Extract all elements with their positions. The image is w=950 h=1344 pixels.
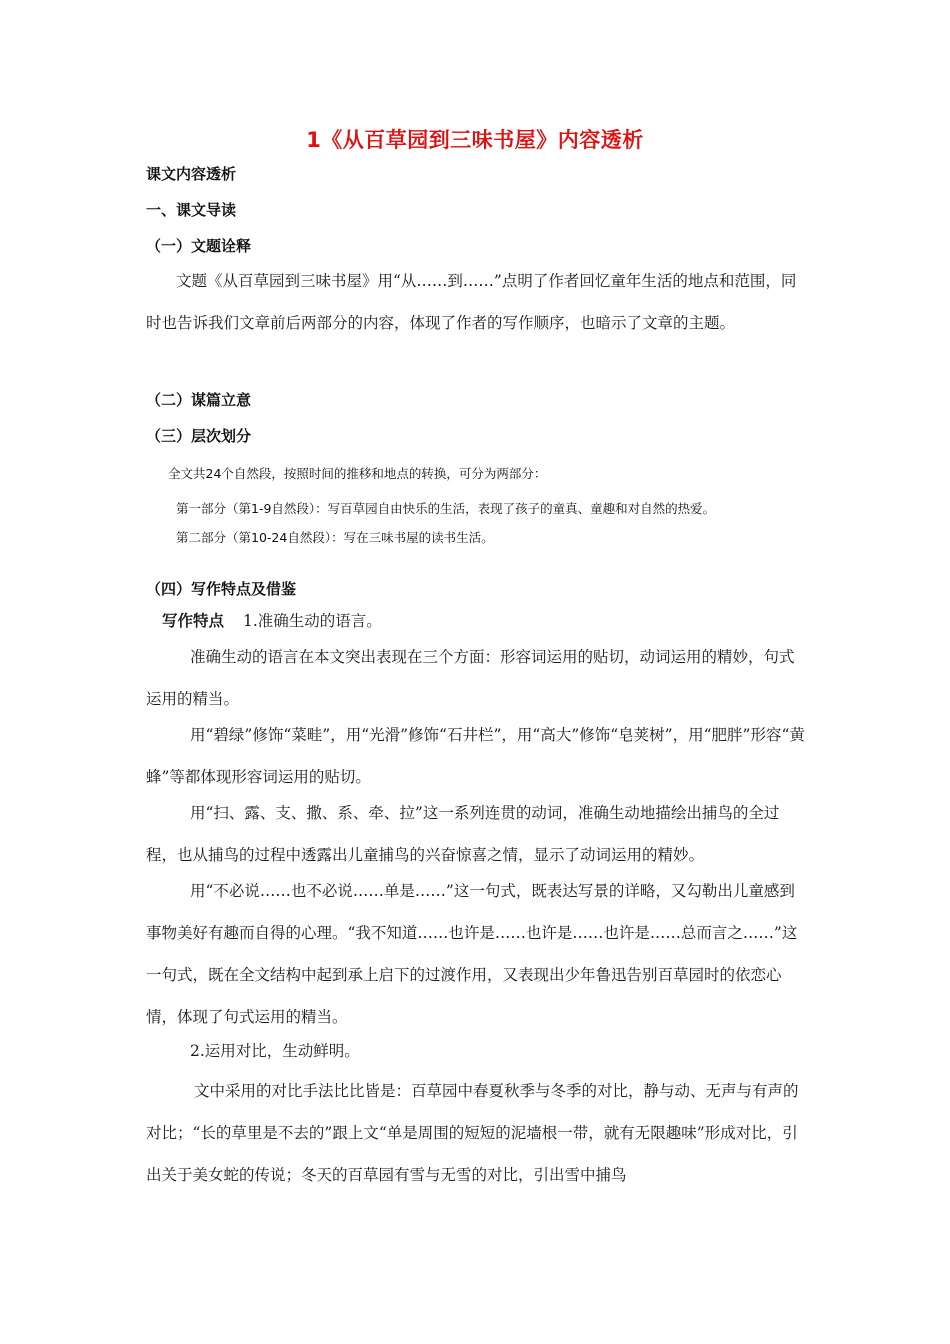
page-title: 1《从百草园到三味书屋》内容透析 (306, 128, 644, 152)
paragraph-adjectives: 用“碧绿”修饰“菜畦”，用“光滑”修饰“石井栏”，用“高大”修饰“皂荚树”，用“肥胖”形容“黄蜂”等都体现形容词运用的贴切。 (146, 726, 805, 786)
structure-intro: 全文共24个自然段，按照时间的推移和地点的转换，可分为两部分： (168, 466, 547, 481)
structure-image-block (168, 460, 818, 552)
paragraph-contrast: 文中采用的对比手法比比皆是：百草园中春夏秋季与冬季的对比，静与动、无声与有声的对比；“长的草里是不去的”跟上文“单是周围的短短的泥墙根一带，就有无限趣味”形成对比，引出关于美女蛇的传说；冬天的百草园有雪与无雪的对比，引出雪中捕鸟 (146, 1082, 799, 1184)
feature-1-text: 1.准确生动的语言。 (242, 612, 382, 630)
paragraph-sentence-patterns: 用“不必说……也不必说……单是……”这一句式，既表达写景的详略，又勾勒出儿童感到事物美好有趣而自得的心理。“我不知道……也许是……也许是……也许是……总而言之……”这一句式，既在全文结构中起到承上启下的过渡作用，又表现出少年鲁迅告别百草园时的依恋心情，体现了句式运用的精当。 (146, 882, 798, 1026)
paragraph-language: 准确生动的语言在本文突出表现在三个方面：形容词运用的贴切，动词运用的精妙，句式运用的精当。 (146, 648, 795, 708)
subheading-structure: （三）层次划分 (146, 427, 252, 445)
structure-part-1: 第一部分（第1-9自然段）：写百草园自由快乐的生活，表现了孩子的童真、童趣和对自然的热爱。 (176, 501, 716, 516)
subheading-title-explain: （一）文题诠释 (146, 237, 252, 255)
feature-2-text: 2.运用对比，生动鲜明。 (190, 1042, 360, 1060)
section-heading-main: 课文内容透析 (146, 165, 237, 183)
subheading-theme: （二）谋篇立意 (146, 391, 252, 409)
feature-label: 写作特点 (162, 612, 225, 630)
subheading-writing-features: （四）写作特点及借鉴 (146, 580, 297, 598)
structure-part-2: 第二部分（第10-24自然段）：写在三味书屋的读书生活。 (176, 530, 494, 545)
paragraph-verbs: 用“扫、露、支、撒、系、牵、拉”这一系列连贯的动词，准确生动地描绘出捕鸟的全过程，也从捕鸟的过程中透露出儿童捕鸟的兴奋惊喜之情，显示了动词运用的精妙。 (146, 804, 780, 864)
section-heading-guide: 一、课文导读 (146, 201, 237, 219)
paragraph-title-explain: 文题《从百草园到三味书屋》用“从……到……”点明了作者回忆童年生活的地点和范围，同时也告诉我们文章前后两部分的内容，体现了作者的写作顺序，也暗示了文章的主题。 (146, 272, 797, 332)
